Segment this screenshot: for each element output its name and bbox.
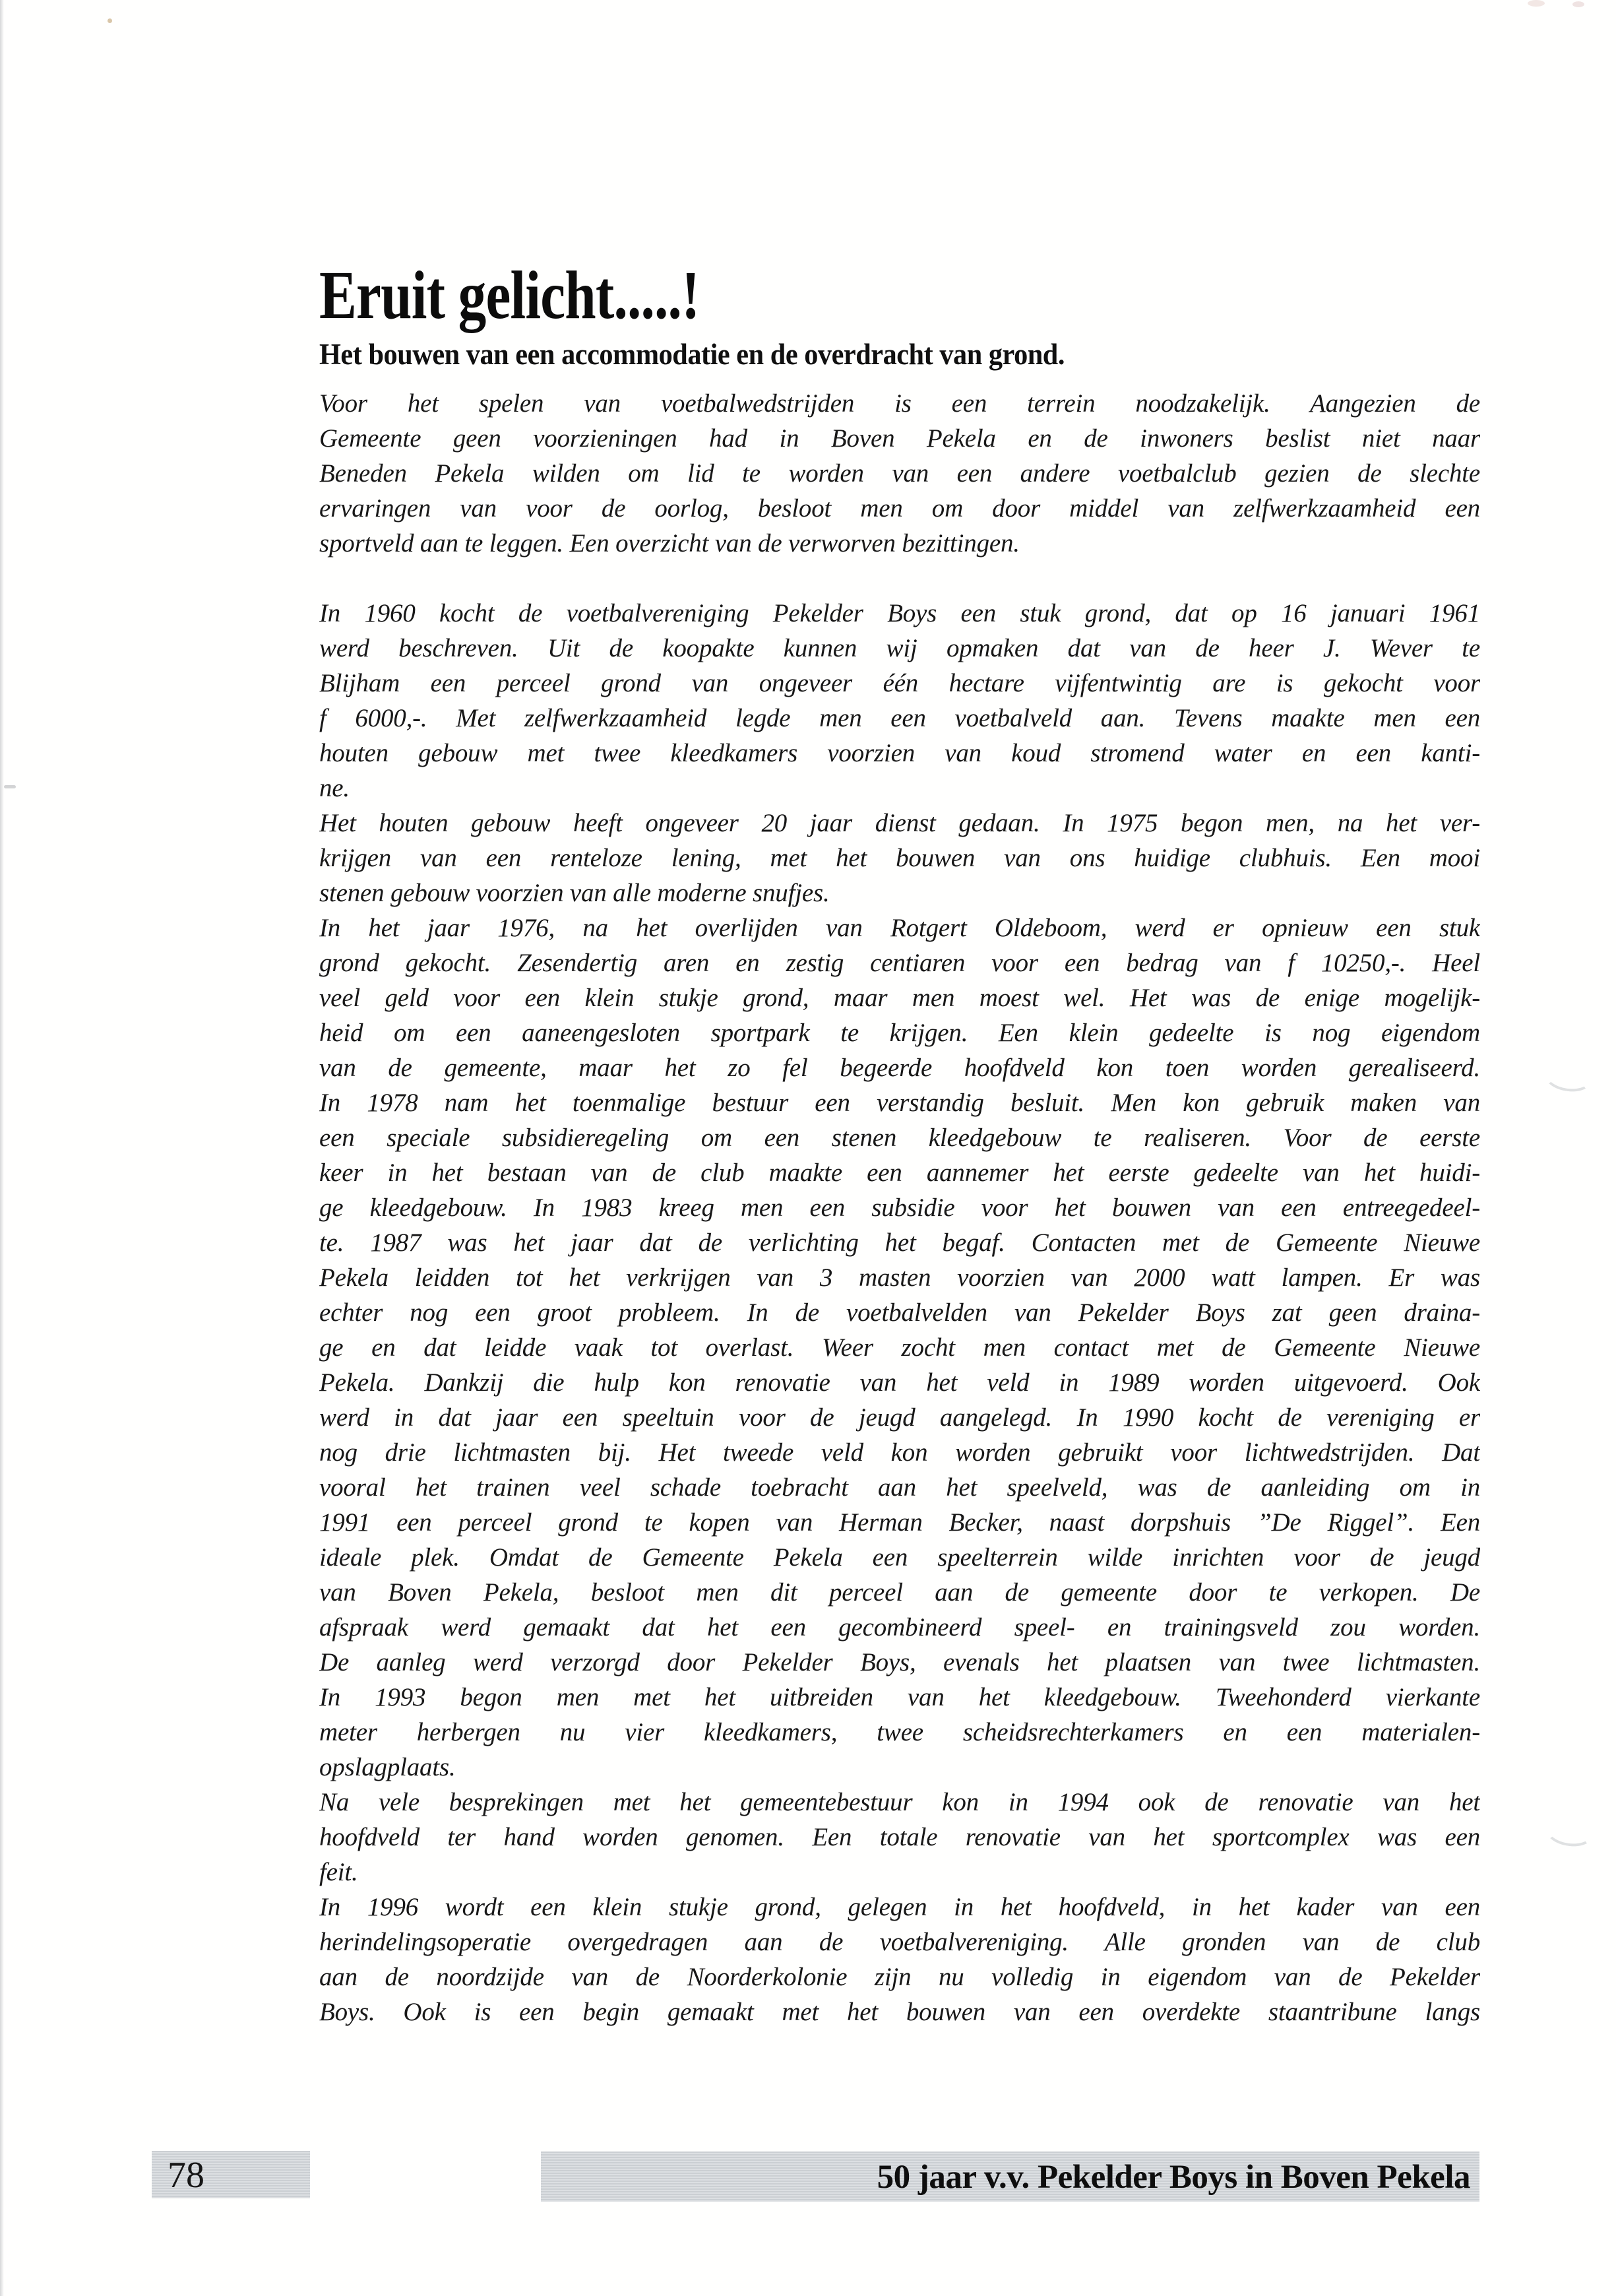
scan-arc-artifact bbox=[1544, 1815, 1595, 1849]
body-line: Het houten gebouw heeft ongeveer 20 jaar dienst gedaan. In 1975 begon men, na het ver- bbox=[319, 809, 1480, 837]
body-line: ne. bbox=[319, 774, 350, 802]
body-line: krijgen van een renteloze lening, met het bouwen van ons huidige clubhuis. Een mooi bbox=[319, 844, 1480, 872]
section-heading: Het bouwen van een accommodatie en de overdracht van grond. bbox=[319, 338, 1065, 371]
footer-book-title-bar bbox=[541, 2152, 1479, 2202]
body-line: In 1996 wordt een klein stukje grond, gelegen in het hoofdveld, in het kader van een bbox=[319, 1893, 1480, 1921]
body-line: te. 1987 was het jaar dat de verlichting het begaf. Contacten met de Gemeente Nieuwe bbox=[319, 1228, 1480, 1257]
body-line: Blijham een perceel grond van ongeveer één hectare vijfentwintig are is gekocht voor bbox=[319, 669, 1480, 697]
body-line: van Boven Pekela, besloot men dit perceel aan de gemeente door te verkopen. De bbox=[319, 1578, 1480, 1607]
page-title: Eruit gelicht.....! bbox=[319, 257, 700, 333]
body-line: aan de noordzijde van de Noorderkolonie zijn nu volledig in eigendom van de Pekelder bbox=[319, 1963, 1480, 1991]
body-line: sportveld aan te leggen. Een overzicht van de verworven bezittingen. bbox=[319, 529, 1020, 558]
scan-speck bbox=[108, 18, 112, 23]
body-line: hoofdveld ter hand worden genomen. Een totale renovatie van het sportcomplex was een bbox=[319, 1823, 1480, 1851]
body-line: grond gekocht. Zesendertig aren en zestig centiaren voor een bedrag van f 10250,-. Heel bbox=[319, 949, 1480, 977]
scan-speck bbox=[4, 785, 16, 788]
body-line: ervaringen van voor de oorlog, besloot men om door middel van zelfwerkzaamheid een bbox=[319, 494, 1480, 523]
body-line: Pekela leidden tot het verkrijgen van 3 masten voorzien van 2000 watt lampen. Er was bbox=[319, 1263, 1480, 1292]
body-line: vooral het trainen veel schade toebracht aan het speelveld, was de aanleiding om in bbox=[319, 1473, 1480, 1502]
body-line: feit. bbox=[319, 1858, 358, 1886]
paragraph-gap bbox=[319, 561, 1480, 596]
body-line: ideale plek. Omdat de Gemeente Pekela een speelterrein wilde inrichten voor de jeugd bbox=[319, 1543, 1480, 1572]
body-line: Na vele besprekingen met het gemeentebestuur kon in 1994 ook de renovatie van het bbox=[319, 1788, 1480, 1816]
body-line: meter herbergen nu vier kleedkamers, twee scheidsrechterkamers en een materialen- bbox=[319, 1718, 1480, 1746]
footer-page-number: 78 bbox=[168, 2155, 204, 2196]
body-line: keer in het bestaan van de club maakte een aannemer het eerste gedeelte van het huidi- bbox=[319, 1159, 1480, 1187]
article-body bbox=[319, 386, 1480, 2029]
body-line: werd in dat jaar een speeltuin voor de jeugd aangelegd. In 1990 kocht de vereniging er bbox=[319, 1403, 1480, 1432]
footer-page-number-bar bbox=[152, 2151, 310, 2198]
scan-arc-artifact bbox=[1543, 1060, 1594, 1095]
body-line: Pekela. Dankzij die hulp kon renovatie van het veld in 1989 worden uitgevoerd. Ook bbox=[319, 1368, 1480, 1397]
scan-speck bbox=[1572, 1, 1584, 7]
body-line: In het jaar 1976, na het overlijden van Rotgert Oldeboom, werd er opnieuw een stuk bbox=[319, 914, 1480, 942]
body-line: Beneden Pekela wilden om lid te worden van een andere voetbalclub gezien de slechte bbox=[319, 459, 1480, 488]
body-line: opslagplaats. bbox=[319, 1753, 456, 1781]
body-line: nog drie lichtmasten bij. Het tweede veld kon worden gebruikt voor lichtwedstrijden. Dat bbox=[319, 1438, 1480, 1467]
body-line: een speciale subsidieregeling om een stenen kleedgebouw te realiseren. Voor de eerste bbox=[319, 1124, 1480, 1152]
body-line: ge kleedgebouw. In 1983 kreeg men een subsidie voor het bouwen van een entreegedeel- bbox=[319, 1194, 1480, 1222]
body-line: Voor het spelen van voetbalwedstrijden is een terrein noodzakelijk. Aangezien de bbox=[319, 389, 1480, 418]
footer-book-title: 50 jaar v.v. Pekelder Boys in Boven Pekela bbox=[877, 2159, 1470, 2196]
scan-edge-shadow bbox=[0, 0, 4, 2296]
body-line: van de gemeente, maar het zo fel begeerde hoofdveld kon toen worden gerealiseerd. bbox=[319, 1054, 1480, 1082]
body-line: afspraak werd gemaakt dat het een gecombineerd speel- en trainingsveld zou worden. bbox=[319, 1613, 1480, 1642]
body-line: herindelingsoperatie overgedragen aan de voetbalvereniging. Alle gronden van de club bbox=[319, 1928, 1480, 1956]
body-line: houten gebouw met twee kleedkamers voorzien van koud stromend water en een kanti- bbox=[319, 739, 1480, 767]
body-line: veel geld voor een klein stukje grond, maar men moest wel. Het was de enige mogelijk- bbox=[319, 984, 1480, 1012]
body-line: echter nog een groot probleem. In de voetbalvelden van Pekelder Boys zat geen draina- bbox=[319, 1298, 1480, 1327]
body-line: ge en dat leidde vaak tot overlast. Weer zocht men contact met de Gemeente Nieuwe bbox=[319, 1333, 1480, 1362]
body-line: Boys. Ook is een begin gemaakt met het bouwen van een overdekte staantribune langs bbox=[319, 1998, 1480, 2026]
scan-speck bbox=[1528, 0, 1545, 7]
body-line: Gemeente geen voorzieningen had in Boven Pekela en de inwoners beslist niet naar bbox=[319, 424, 1480, 453]
body-line: heid om een aaneengesloten sportpark te krijgen. Een klein gedeelte is nog eigendom bbox=[319, 1019, 1480, 1047]
body-line: stenen gebouw voorzien van alle moderne snufjes. bbox=[319, 879, 830, 907]
body-line: In 1960 kocht de voetbalvereniging Pekelder Boys een stuk grond, dat op 16 januari 1961 bbox=[319, 599, 1480, 627]
body-line: 1991 een perceel grond te kopen van Herman Becker, naast dorpshuis ”De Riggel”. Een bbox=[319, 1508, 1480, 1537]
body-line: werd beschreven. Uit de koopakte kunnen wij opmaken dat van de heer J. Wever te bbox=[319, 634, 1480, 662]
body-line: De aanleg werd verzorgd door Pekelder Boys, evenals het plaatsen van twee lichtmasten. bbox=[319, 1648, 1480, 1676]
body-line: In 1993 begon men met het uitbreiden van het kleedgebouw. Tweehonderd vierkante bbox=[319, 1683, 1480, 1711]
body-line: f 6000,-. Met zelfwerkzaamheid legde men een voetbalveld aan. Tevens maakte men een bbox=[319, 704, 1480, 732]
body-line: In 1978 nam het toenmalige bestuur een verstandig besluit. Men kon gebruik maken van bbox=[319, 1089, 1480, 1117]
